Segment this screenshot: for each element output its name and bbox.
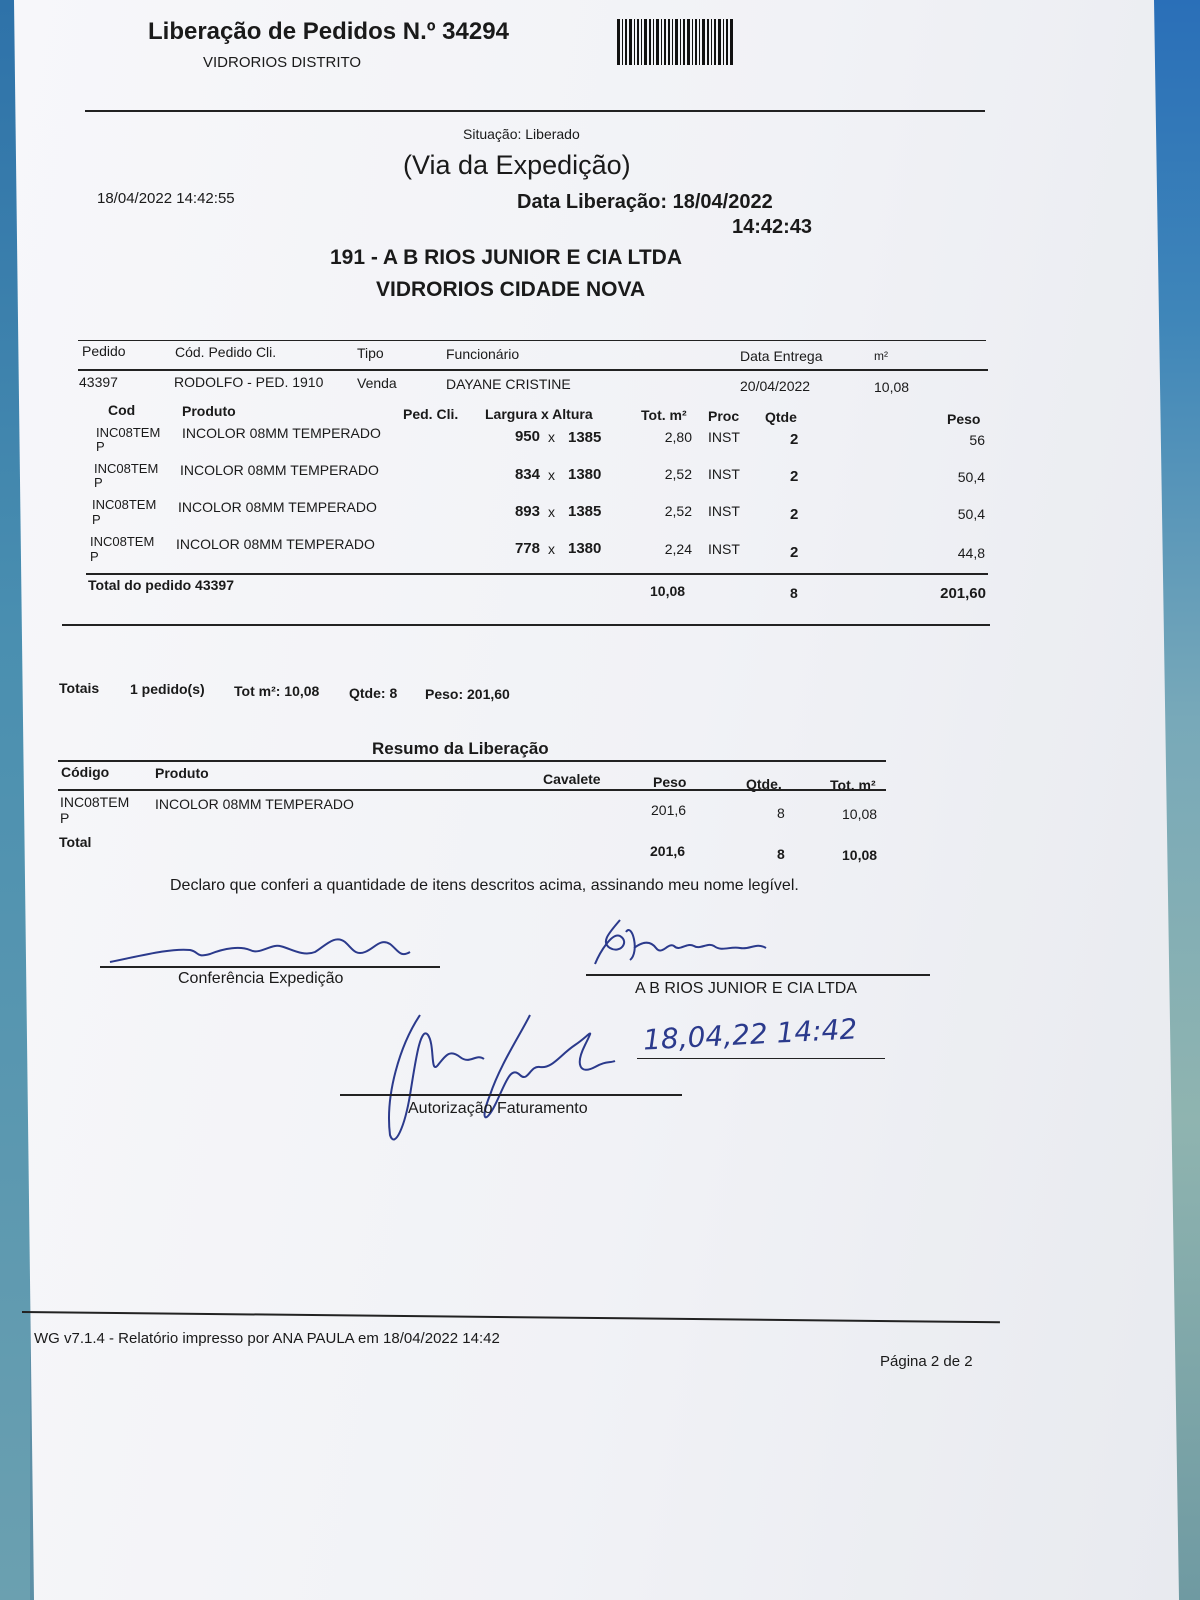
item-tot-m2: 2,80 [664, 429, 692, 445]
item-largura: 950 [514, 428, 540, 445]
item-col-proc: Proc [708, 408, 740, 424]
signature-conferencia [100, 928, 440, 968]
summary-col-qtde: Qtde. [746, 776, 782, 792]
summary-cod-suffix: P [60, 810, 70, 826]
declaration-text: Declaro que conferi a quantidade de itens descritos acima, assinando meu nome legível. [170, 877, 799, 894]
signature-line-company [586, 974, 930, 976]
col-cod-pedido-cli: Cód. Pedido Cli. [175, 344, 277, 360]
summary-qtde: 8 [777, 805, 785, 821]
totals-label: Totais [59, 680, 100, 696]
item-peso: 50,4 [957, 506, 985, 522]
item-tot-m2: 2,24 [664, 541, 692, 557]
handwritten-date: 18,04,22 14:42 [642, 1012, 858, 1057]
order-header-rule [78, 369, 988, 371]
item-proc: INST [708, 503, 740, 519]
summary-col-codigo: Código [61, 764, 110, 780]
item-qtde: 2 [790, 544, 799, 561]
document-title: Liberação de Pedidos N.º 34294 [148, 18, 509, 45]
release-date: Data Liberação: 18/04/2022 [517, 191, 773, 213]
order-employee: DAYANE CRISTINE [446, 376, 571, 392]
item-col-peso: Peso [947, 411, 981, 427]
item-produto: INCOLOR 08MM TEMPERADO [176, 536, 375, 552]
item-produto: INCOLOR 08MM TEMPERADO [182, 425, 381, 441]
item-tot-m2: 2,52 [664, 503, 692, 519]
summary-total-qtde: 8 [777, 846, 785, 862]
item-proc: INST [708, 541, 740, 557]
totals-orders: 1 pedido(s) [130, 681, 205, 697]
col-pedido: Pedido [82, 343, 126, 359]
item-cod-suffix: P [90, 549, 99, 564]
order-total-peso: 201,60 [940, 585, 986, 602]
item-cod: INC08TEM [96, 425, 161, 440]
item-cod-suffix: P [96, 439, 105, 454]
col-m2: m² [874, 349, 888, 363]
order-client-code: RODOLFO - PED. 1910 [174, 374, 324, 390]
summary-produto: INCOLOR 08MM TEMPERADO [155, 796, 354, 812]
item-cod: INC08TEM [92, 497, 157, 512]
order-top-rule [78, 340, 986, 341]
item-col-produto: Produto [182, 403, 236, 419]
item-col-largura-altura: Largura x Altura [485, 406, 593, 422]
summary-total-peso: 201,6 [650, 843, 686, 859]
item-col-tot-m2: Tot. m² [641, 407, 687, 423]
item-largura: 893 [514, 503, 540, 520]
client-store: VIDRORIOS CIDADE NOVA [376, 278, 646, 301]
summary-total-tot-m2: 10,08 [842, 847, 878, 863]
item-tot-m2: 2,52 [664, 466, 692, 482]
col-data-entrega: Data Entrega [740, 348, 823, 364]
date-line [637, 1058, 885, 1059]
item-qtde: 2 [790, 468, 799, 485]
item-altura: 1385 [568, 503, 602, 520]
signature-company [590, 912, 790, 972]
summary-col-tot-m2: Tot. m² [830, 777, 876, 793]
item-produto: INCOLOR 08MM TEMPERADO [180, 462, 379, 478]
signature-line-conferencia [100, 966, 440, 968]
item-cod-suffix: P [92, 512, 101, 527]
item-x: x [548, 467, 555, 483]
item-peso: 56 [969, 432, 985, 448]
totals-peso: Peso: 201,60 [425, 686, 510, 702]
header-divider [85, 110, 985, 112]
item-x: x [548, 504, 555, 520]
printed-timestamp: 18/04/2022 14:42:55 [97, 190, 235, 207]
item-qtde: 2 [790, 431, 799, 448]
summary-col-peso: Peso [653, 774, 687, 790]
summary-header-rule [58, 789, 886, 791]
summary-peso: 201,6 [651, 802, 687, 818]
order-total-m2: 10,08 [650, 583, 686, 599]
item-altura: 1380 [568, 540, 602, 557]
order-total-qtde: 8 [790, 585, 798, 601]
item-altura: 1385 [568, 429, 602, 446]
order-total-rule [86, 573, 988, 575]
page-number: Página 2 de 2 [880, 1353, 973, 1370]
status-label: Situação: Liberado [463, 126, 580, 142]
order-number: 43397 [79, 374, 118, 390]
item-cod: INC08TEM [94, 461, 159, 476]
item-peso: 50,4 [957, 469, 985, 485]
footer-report-info: WG v7.1.4 - Relatório impresso por ANA PAULA em 18/04/2022 14:42 [34, 1330, 500, 1347]
item-cod-suffix: P [94, 475, 103, 490]
item-proc: INST [708, 429, 740, 445]
item-altura: 1380 [568, 466, 602, 483]
label-autorizacao-faturamento: Autorização Faturamento [408, 1100, 588, 1117]
item-col-ped-cli: Ped. Cli. [403, 406, 459, 422]
item-peso: 44,8 [957, 545, 985, 561]
summary-total-label: Total [59, 834, 92, 850]
item-largura: 834 [514, 466, 540, 483]
item-produto: INCOLOR 08MM TEMPERADO [178, 499, 377, 515]
item-largura: 778 [514, 540, 540, 557]
item-cod: INC08TEM [90, 534, 155, 549]
company-name: VIDRORIOS DISTRITO [203, 54, 362, 71]
col-funcionario: Funcionário [446, 346, 520, 362]
order-total-label: Total do pedido 43397 [88, 577, 234, 593]
via-title: (Via da Expedição) [403, 150, 631, 180]
item-proc: INST [708, 466, 740, 482]
release-time: 14:42:43 [732, 216, 813, 238]
signature-autorizacao [380, 1005, 640, 1155]
item-col-cod: Cod [108, 402, 136, 418]
client-name: 191 - A B RIOS JUNIOR E CIA LTDA [330, 246, 682, 269]
item-col-qtde: Qtde [765, 409, 797, 425]
item-x: x [548, 541, 555, 557]
summary-col-produto: Produto [155, 765, 209, 781]
summary-col-cavalete: Cavalete [543, 771, 601, 787]
col-tipo: Tipo [357, 345, 384, 361]
order-bottom-rule [62, 624, 990, 626]
order-type: Venda [357, 375, 397, 391]
summary-title: Resumo da Liberação [372, 739, 549, 758]
label-conferencia-expedicao: Conferência Expedição [178, 970, 344, 987]
summary-top-rule [58, 760, 886, 762]
item-x: x [548, 429, 555, 445]
totals-m2: Tot m²: 10,08 [234, 683, 320, 699]
item-qtde: 2 [790, 506, 799, 523]
summary-cod: INC08TEM [60, 794, 130, 810]
barcode [617, 19, 775, 65]
label-company-signature: A B RIOS JUNIOR E CIA LTDA [635, 980, 857, 997]
order-delivery-date: 20/04/2022 [740, 378, 811, 394]
summary-tot-m2: 10,08 [842, 806, 878, 822]
signature-line-autorizacao [340, 1094, 682, 1096]
order-m2: 10,08 [874, 379, 910, 395]
totals-qtde: Qtde: 8 [349, 685, 398, 701]
